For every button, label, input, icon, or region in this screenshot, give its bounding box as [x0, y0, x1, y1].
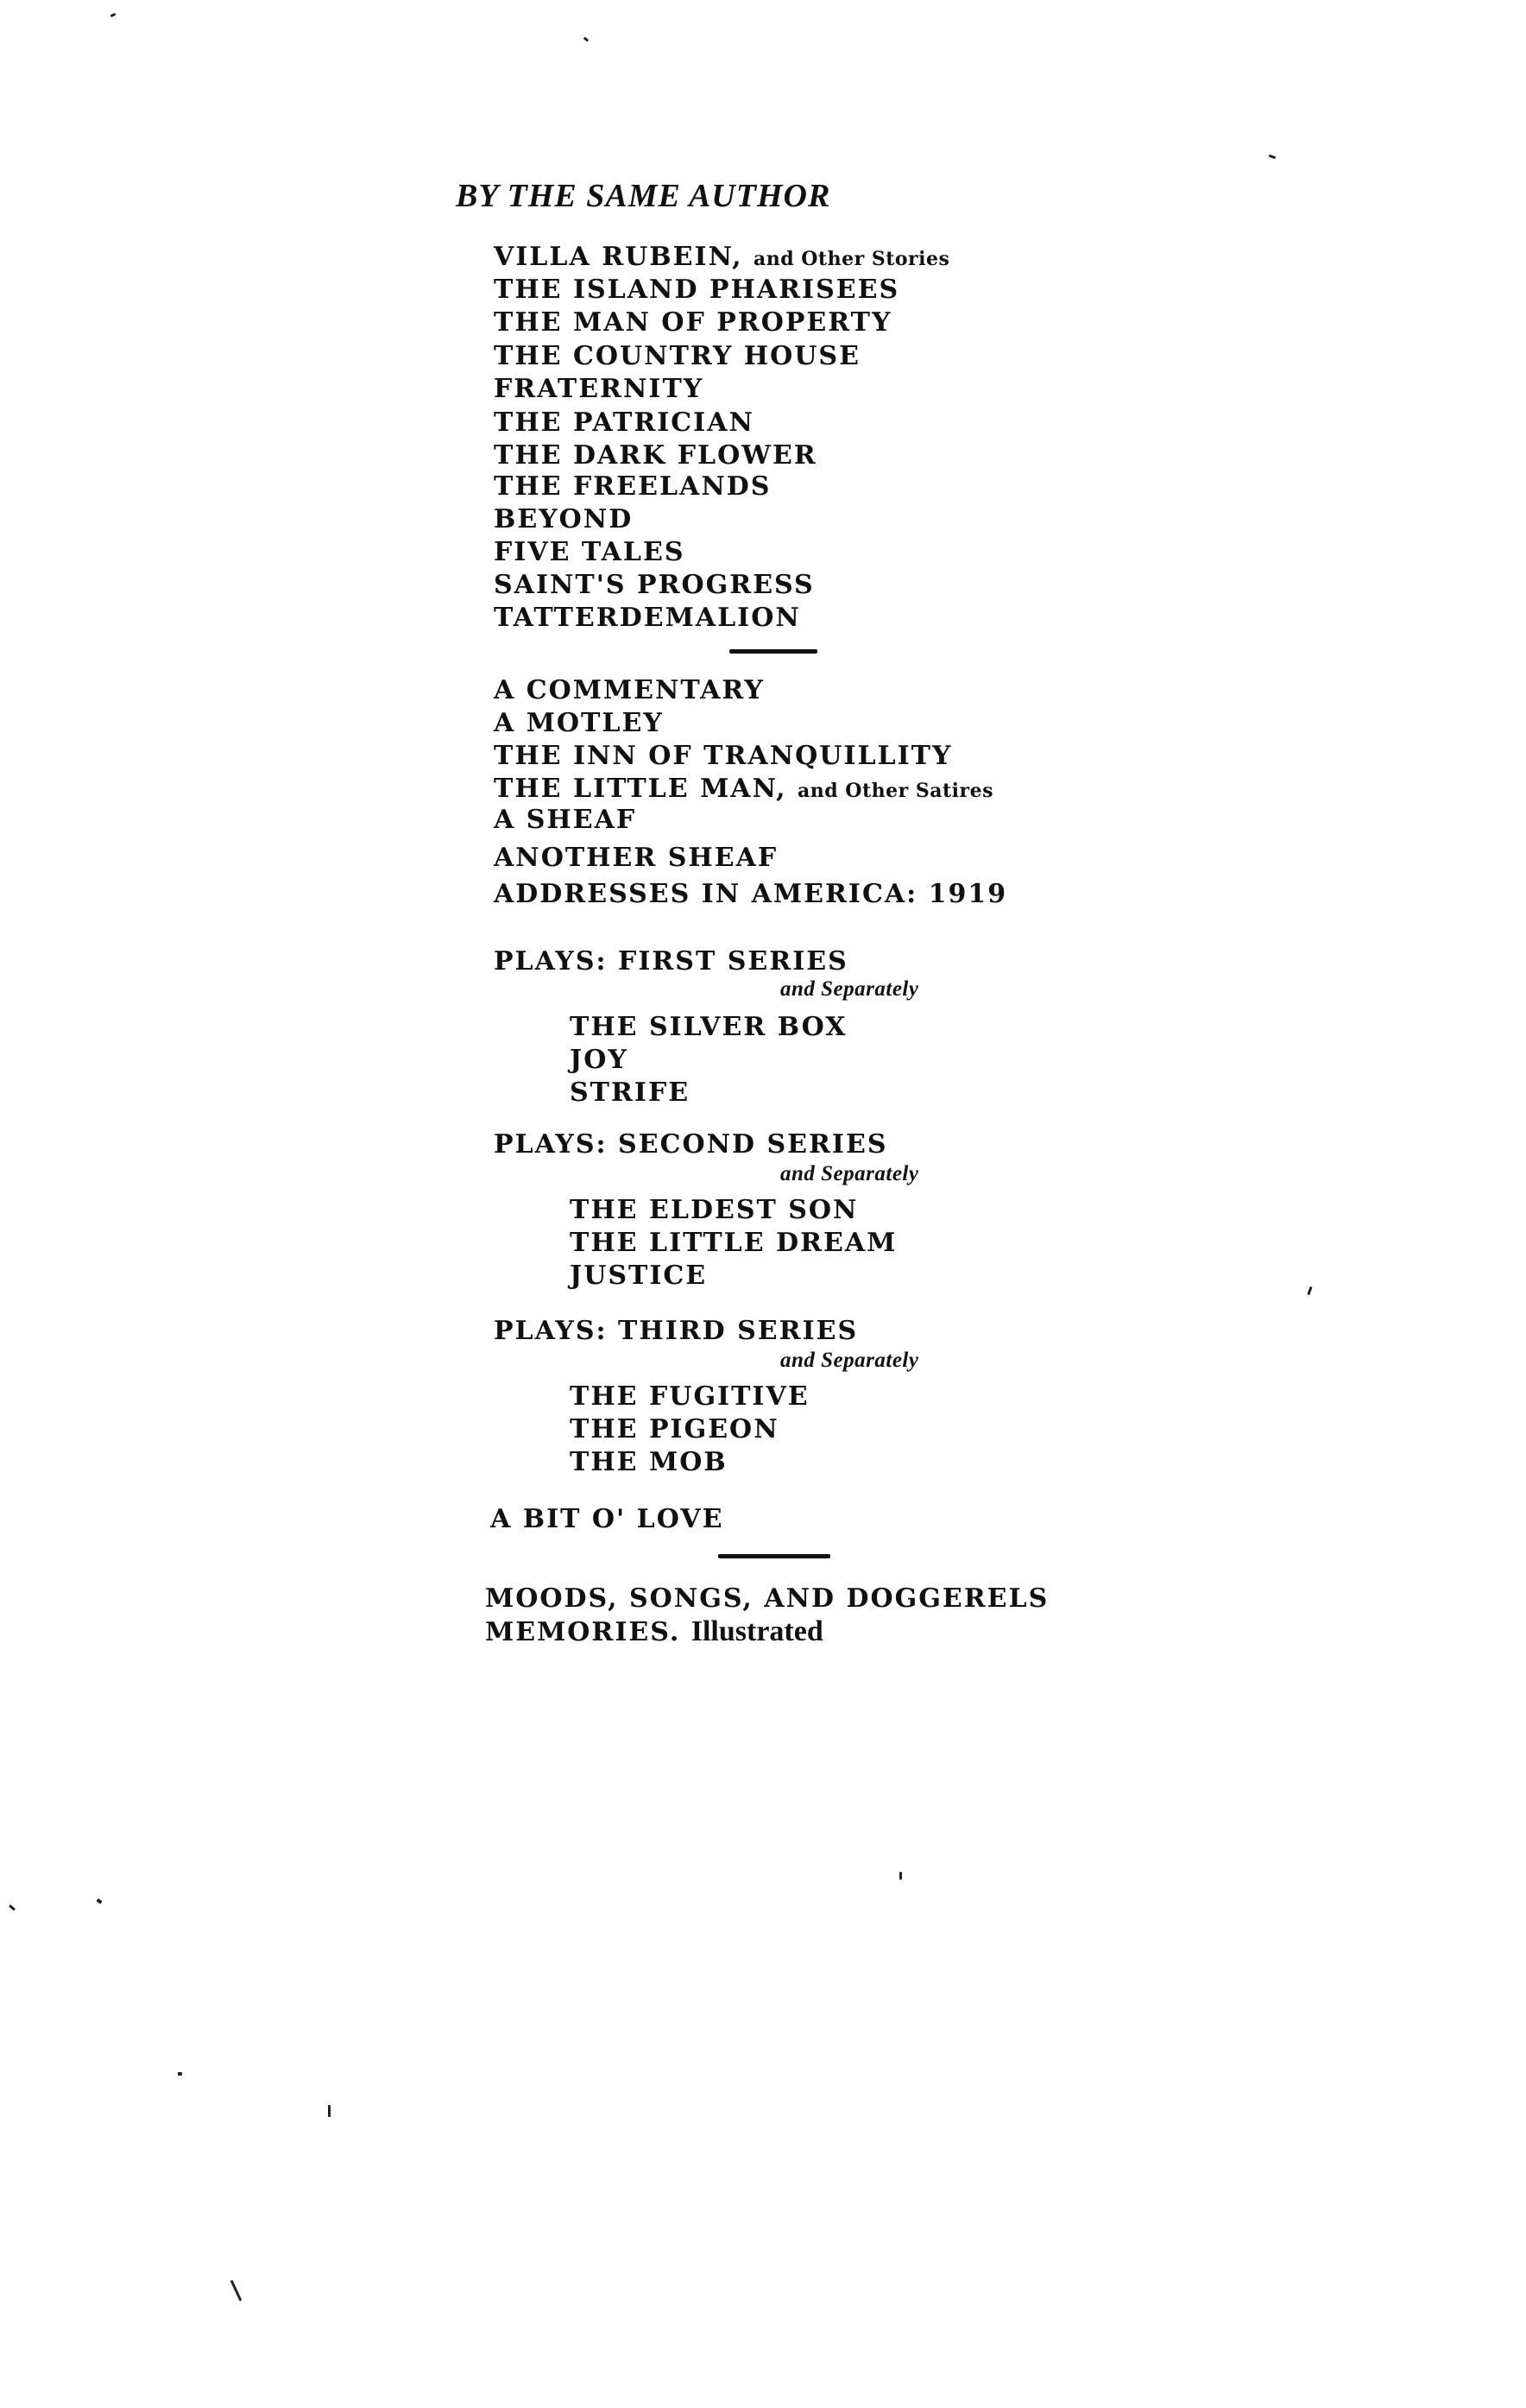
scan-speck	[178, 2072, 182, 2076]
novel-item: FIVE TALES	[494, 537, 685, 567]
page-heading: BY THE SAME AUTHOR	[456, 178, 831, 214]
other-item	[485, 1616, 823, 1648]
plays-series-heading: PLAYS: FIRST SERIES	[494, 946, 848, 976]
plays-separately-note: and Separately	[780, 977, 919, 1001]
play-item: THE ELDEST SON	[570, 1195, 859, 1225]
essay-item: A COMMENTARY	[494, 675, 765, 705]
essay-item: THE INN OF TRANQUILLITY	[494, 741, 953, 771]
novel-item: THE PATRICIAN	[494, 408, 754, 438]
novel-item: BEYOND	[494, 504, 634, 534]
scan-speck	[230, 2280, 243, 2302]
plays-separately-note: and Separately	[780, 1349, 919, 1372]
plays-series-heading: PLAYS: SECOND SERIES	[494, 1129, 888, 1160]
scan-speck	[9, 1905, 16, 1911]
single-play-item: A BIT O' LOVE	[490, 1504, 724, 1534]
essay-note: 1919	[928, 879, 1008, 909]
plays-separately-note: and Separately	[780, 1162, 919, 1185]
novel-item: THE MAN OF PROPERTY	[494, 307, 892, 338]
other-item: MOODS, SONGS, AND DOGGERELS	[485, 1583, 1050, 1614]
other-title: MEMORIES.	[485, 1617, 681, 1647]
scan-speck	[96, 1899, 102, 1905]
essay-title: ADDRESSES IN AMERICA:	[494, 879, 918, 909]
novel-item: THE DARK FLOWER	[494, 440, 817, 471]
novel-item: TATTERDEMALION	[494, 603, 801, 633]
essay-title: THE LITTLE MAN,	[494, 774, 787, 804]
essay-item: ANOTHER SHEAF	[494, 843, 779, 873]
essay-item	[494, 879, 1007, 910]
other-note: Illustrated	[690, 1615, 823, 1647]
play-item: JOY	[570, 1045, 628, 1075]
section-divider	[729, 649, 817, 654]
novel-item: THE FREELANDS	[494, 471, 772, 502]
play-item: STRIFE	[570, 1078, 690, 1108]
scan-speck	[1307, 1286, 1312, 1295]
play-item: THE SILVER BOX	[570, 1012, 848, 1042]
essay-note: and Other Satires	[797, 780, 993, 802]
play-item: THE FUGITIVE	[570, 1381, 810, 1412]
novel-title: VILLA RUBEIN,	[494, 242, 743, 272]
scan-speck	[899, 1872, 902, 1880]
novel-item: THE ISLAND PHARISEES	[494, 275, 900, 305]
novel-item: THE COUNTRY HOUSE	[494, 341, 861, 371]
play-item: THE PIGEON	[570, 1414, 779, 1444]
plays-series-heading: PLAYS: THIRD SERIES	[494, 1316, 859, 1346]
novel-item	[494, 242, 949, 275]
scan-speck	[583, 36, 590, 41]
play-item: THE MOB	[570, 1447, 728, 1477]
scan-speck	[1269, 155, 1277, 160]
play-item: THE LITTLE DREAM	[570, 1228, 898, 1258]
scan-speck	[110, 13, 117, 17]
novel-item: SAINT'S PROGRESS	[494, 570, 815, 600]
section-divider	[718, 1554, 830, 1558]
play-item: JUSTICE	[570, 1261, 708, 1291]
scan-speck	[328, 2105, 331, 2117]
novel-item: FRATERNITY	[494, 374, 704, 404]
essay-item: A MOTLEY	[494, 708, 664, 738]
essay-item: A SHEAF	[494, 805, 637, 835]
essay-item	[494, 774, 993, 806]
novel-note: and Other Stories	[753, 248, 950, 270]
